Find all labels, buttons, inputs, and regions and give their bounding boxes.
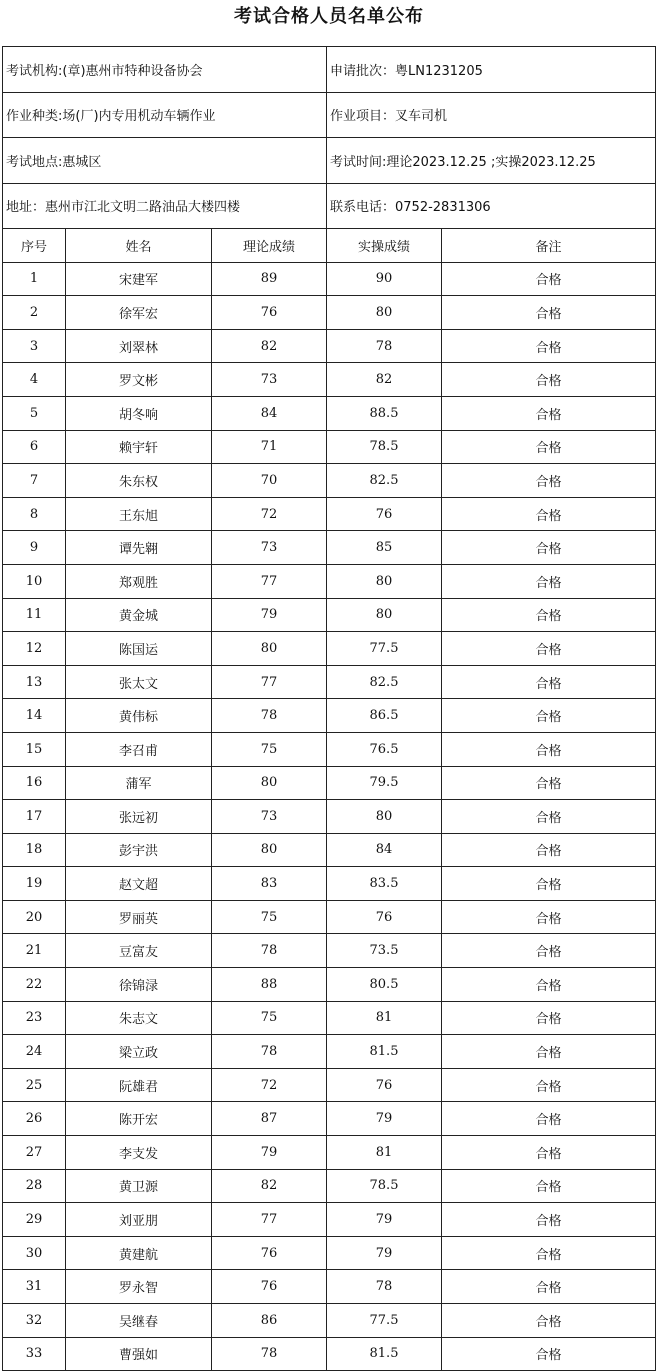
cell-name: 徐锦渌	[66, 968, 212, 1002]
cell-practical: 85	[327, 531, 442, 565]
cell-name: 李召甫	[66, 732, 212, 766]
cell-name: 罗文彬	[66, 363, 212, 397]
cell-remark: 合格	[442, 598, 656, 632]
cell-practical: 86.5	[327, 699, 442, 733]
table-row	[3, 900, 656, 934]
cell-remark: 合格	[442, 296, 656, 330]
table-row	[3, 732, 656, 766]
cell-name: 豆富友	[66, 934, 212, 968]
cell-no: 2	[3, 296, 66, 330]
cell-theory: 79	[212, 598, 327, 632]
cell-practical: 80.5	[327, 968, 442, 1002]
cell-no: 23	[3, 1001, 66, 1035]
cell-theory: 73	[212, 531, 327, 565]
cell-no: 12	[3, 632, 66, 666]
cell-name: 朱东权	[66, 464, 212, 498]
cell-remark: 合格	[442, 766, 656, 800]
cell-remark: 合格	[442, 968, 656, 1002]
cell-no: 28	[3, 1169, 66, 1203]
cell-name: 王东旭	[66, 497, 212, 531]
document-title: 考试合格人员名单公布	[234, 6, 424, 27]
cell-name: 郑观胜	[66, 564, 212, 598]
table-row	[3, 329, 656, 363]
cell-theory: 71	[212, 430, 327, 464]
cell-theory: 89	[212, 262, 327, 296]
cell-remark: 合格	[442, 1337, 656, 1371]
cell-no: 15	[3, 732, 66, 766]
cell-no: 25	[3, 1068, 66, 1102]
cell-remark: 合格	[442, 699, 656, 733]
cell-practical: 73.5	[327, 934, 442, 968]
info-row-address	[3, 183, 656, 229]
cell-remark: 合格	[442, 800, 656, 834]
cell-no: 31	[3, 1270, 66, 1304]
exam-time: 考试时间:理论2023.12.25 ;实操2023.12.25	[327, 138, 656, 184]
cell-remark: 合格	[442, 1102, 656, 1136]
cell-no: 24	[3, 1035, 66, 1069]
cell-practical: 79.5	[327, 766, 442, 800]
cell-theory: 78	[212, 1337, 327, 1371]
cell-practical: 81.5	[327, 1337, 442, 1371]
table-row	[3, 665, 656, 699]
cell-practical: 77.5	[327, 1304, 442, 1338]
cell-practical: 84	[327, 833, 442, 867]
cell-remark: 合格	[442, 632, 656, 666]
cell-theory: 70	[212, 464, 327, 498]
cell-remark: 合格	[442, 1236, 656, 1270]
cell-theory: 73	[212, 363, 327, 397]
cell-name: 梁立政	[66, 1035, 212, 1069]
cell-remark: 合格	[442, 665, 656, 699]
cell-theory: 78	[212, 1035, 327, 1069]
cell-name: 赖宇轩	[66, 430, 212, 464]
column-header-practical: 实操成绩	[327, 229, 442, 263]
cell-practical: 76	[327, 1068, 442, 1102]
cell-name: 曹强如	[66, 1337, 212, 1371]
cell-theory: 87	[212, 1102, 327, 1136]
cell-name: 蒲军	[66, 766, 212, 800]
cell-no: 30	[3, 1236, 66, 1270]
cell-no: 18	[3, 833, 66, 867]
cell-remark: 合格	[442, 1035, 656, 1069]
info-row-org	[3, 47, 656, 93]
cell-remark: 合格	[442, 430, 656, 464]
cell-no: 16	[3, 766, 66, 800]
cell-practical: 76	[327, 497, 442, 531]
cell-practical: 82.5	[327, 665, 442, 699]
cell-practical: 81	[327, 1136, 442, 1170]
cell-practical: 76	[327, 900, 442, 934]
cell-theory: 80	[212, 766, 327, 800]
cell-theory: 78	[212, 934, 327, 968]
column-header-no: 序号	[3, 229, 66, 263]
cell-name: 阮雄君	[66, 1068, 212, 1102]
table-row	[3, 396, 656, 430]
cell-name: 宋建军	[66, 262, 212, 296]
info-row-category	[3, 92, 656, 138]
cell-no: 4	[3, 363, 66, 397]
cell-no: 27	[3, 1136, 66, 1170]
cell-practical: 80	[327, 800, 442, 834]
cell-remark: 合格	[442, 1136, 656, 1170]
table-row	[3, 430, 656, 464]
cell-name: 罗丽英	[66, 900, 212, 934]
cell-practical: 76.5	[327, 732, 442, 766]
cell-practical: 79	[327, 1203, 442, 1237]
table-row	[3, 934, 656, 968]
cell-practical: 78.5	[327, 430, 442, 464]
cell-remark: 合格	[442, 262, 656, 296]
cell-name: 刘亚朋	[66, 1203, 212, 1237]
cell-name: 张远初	[66, 800, 212, 834]
cell-remark: 合格	[442, 1304, 656, 1338]
cell-no: 14	[3, 699, 66, 733]
cell-theory: 72	[212, 1068, 327, 1102]
cell-no: 32	[3, 1304, 66, 1338]
cell-practical: 80	[327, 598, 442, 632]
cell-name: 谭先翱	[66, 531, 212, 565]
cell-practical: 78.5	[327, 1169, 442, 1203]
cell-remark: 合格	[442, 363, 656, 397]
table-row	[3, 1203, 656, 1237]
cell-no: 29	[3, 1203, 66, 1237]
cell-theory: 75	[212, 732, 327, 766]
cell-no: 9	[3, 531, 66, 565]
table-row	[3, 1270, 656, 1304]
table-row	[3, 1169, 656, 1203]
cell-theory: 77	[212, 1203, 327, 1237]
cell-remark: 合格	[442, 531, 656, 565]
table-row	[3, 531, 656, 565]
cell-no: 1	[3, 262, 66, 296]
batch-number: 申请批次：粤LN1231205	[327, 47, 656, 93]
cell-no: 7	[3, 464, 66, 498]
table-row	[3, 564, 656, 598]
cell-theory: 83	[212, 867, 327, 901]
table-row	[3, 296, 656, 330]
table-row	[3, 800, 656, 834]
cell-name: 刘翠林	[66, 329, 212, 363]
table-row	[3, 1236, 656, 1270]
table-row	[3, 262, 656, 296]
cell-remark: 合格	[442, 1068, 656, 1102]
cell-remark: 合格	[442, 833, 656, 867]
cell-theory: 72	[212, 497, 327, 531]
cell-name: 黄建航	[66, 1236, 212, 1270]
table-row	[3, 363, 656, 397]
cell-practical: 82	[327, 363, 442, 397]
cell-no: 19	[3, 867, 66, 901]
table-row	[3, 833, 656, 867]
table-row	[3, 1001, 656, 1035]
table-row	[3, 699, 656, 733]
cell-no: 10	[3, 564, 66, 598]
cell-theory: 82	[212, 1169, 327, 1203]
exam-place: 考试地点:惠城区	[3, 138, 327, 184]
cell-no: 3	[3, 329, 66, 363]
cell-theory: 79	[212, 1136, 327, 1170]
cell-theory: 75	[212, 1001, 327, 1035]
cell-practical: 88.5	[327, 396, 442, 430]
table-row	[3, 1102, 656, 1136]
cell-remark: 合格	[442, 396, 656, 430]
cell-no: 11	[3, 598, 66, 632]
cell-remark: 合格	[442, 464, 656, 498]
cell-name: 彭宇洪	[66, 833, 212, 867]
cell-theory: 82	[212, 329, 327, 363]
table-row	[3, 1035, 656, 1069]
cell-no: 22	[3, 968, 66, 1002]
cell-practical: 79	[327, 1102, 442, 1136]
column-header-theory: 理论成绩	[212, 229, 327, 263]
cell-remark: 合格	[442, 732, 656, 766]
cell-theory: 77	[212, 564, 327, 598]
cell-name: 朱志文	[66, 1001, 212, 1035]
cell-name: 胡冬响	[66, 396, 212, 430]
cell-no: 21	[3, 934, 66, 968]
cell-theory: 80	[212, 632, 327, 666]
cell-theory: 76	[212, 296, 327, 330]
cell-practical: 80	[327, 564, 442, 598]
cell-remark: 合格	[442, 934, 656, 968]
table-row	[3, 1136, 656, 1170]
contact-phone: 联系电话：0752-2831306	[327, 183, 656, 229]
table-row	[3, 766, 656, 800]
cell-remark: 合格	[442, 1270, 656, 1304]
cell-practical: 83.5	[327, 867, 442, 901]
cell-no: 8	[3, 497, 66, 531]
table-row	[3, 497, 656, 531]
cell-name: 张太文	[66, 665, 212, 699]
cell-name: 黄伟标	[66, 699, 212, 733]
cell-theory: 88	[212, 968, 327, 1002]
cell-remark: 合格	[442, 1169, 656, 1203]
table-row	[3, 1068, 656, 1102]
table-row	[3, 598, 656, 632]
cell-no: 17	[3, 800, 66, 834]
table-row	[3, 1304, 656, 1338]
cell-practical: 82.5	[327, 464, 442, 498]
address: 地址：惠州市江北文明二路油品大楼四楼	[3, 183, 327, 229]
table-header-row	[3, 229, 656, 263]
cell-no: 5	[3, 396, 66, 430]
cell-theory: 76	[212, 1270, 327, 1304]
exam-org: 考试机构:(章)惠州市特种设备协会	[3, 47, 327, 93]
cell-practical: 78	[327, 329, 442, 363]
column-header-name: 姓名	[66, 229, 212, 263]
cell-theory: 77	[212, 665, 327, 699]
cell-name: 罗永智	[66, 1270, 212, 1304]
work-category: 作业种类:场(厂)内专用机动车辆作业	[3, 92, 327, 138]
cell-name: 徐军宏	[66, 296, 212, 330]
cell-theory: 76	[212, 1236, 327, 1270]
cell-name: 赵文超	[66, 867, 212, 901]
cell-remark: 合格	[442, 1001, 656, 1035]
cell-no: 26	[3, 1102, 66, 1136]
cell-remark: 合格	[442, 1203, 656, 1237]
cell-remark: 合格	[442, 900, 656, 934]
work-item: 作业项目：叉车司机	[327, 92, 656, 138]
cell-no: 6	[3, 430, 66, 464]
cell-no: 13	[3, 665, 66, 699]
cell-practical: 79	[327, 1236, 442, 1270]
cell-name: 黄卫源	[66, 1169, 212, 1203]
cell-name: 黄金城	[66, 598, 212, 632]
results-table	[2, 46, 656, 1371]
info-row-place	[3, 138, 656, 184]
table-row	[3, 1337, 656, 1371]
cell-name: 陈国运	[66, 632, 212, 666]
cell-theory: 78	[212, 699, 327, 733]
cell-theory: 73	[212, 800, 327, 834]
cell-name: 陈开宏	[66, 1102, 212, 1136]
cell-theory: 84	[212, 396, 327, 430]
cell-name: 吴继春	[66, 1304, 212, 1338]
cell-remark: 合格	[442, 564, 656, 598]
cell-practical: 78	[327, 1270, 442, 1304]
table-row	[3, 632, 656, 666]
cell-remark: 合格	[442, 497, 656, 531]
table-row	[3, 867, 656, 901]
cell-remark: 合格	[442, 867, 656, 901]
column-header-remark: 备注	[442, 229, 656, 263]
cell-practical: 81	[327, 1001, 442, 1035]
cell-theory: 86	[212, 1304, 327, 1338]
cell-no: 33	[3, 1337, 66, 1371]
cell-theory: 80	[212, 833, 327, 867]
cell-no: 20	[3, 900, 66, 934]
cell-practical: 81.5	[327, 1035, 442, 1069]
cell-practical: 77.5	[327, 632, 442, 666]
cell-name: 李支发	[66, 1136, 212, 1170]
cell-remark: 合格	[442, 329, 656, 363]
table-row	[3, 968, 656, 1002]
cell-theory: 75	[212, 900, 327, 934]
cell-practical: 90	[327, 262, 442, 296]
table-row	[3, 464, 656, 498]
cell-practical: 80	[327, 296, 442, 330]
